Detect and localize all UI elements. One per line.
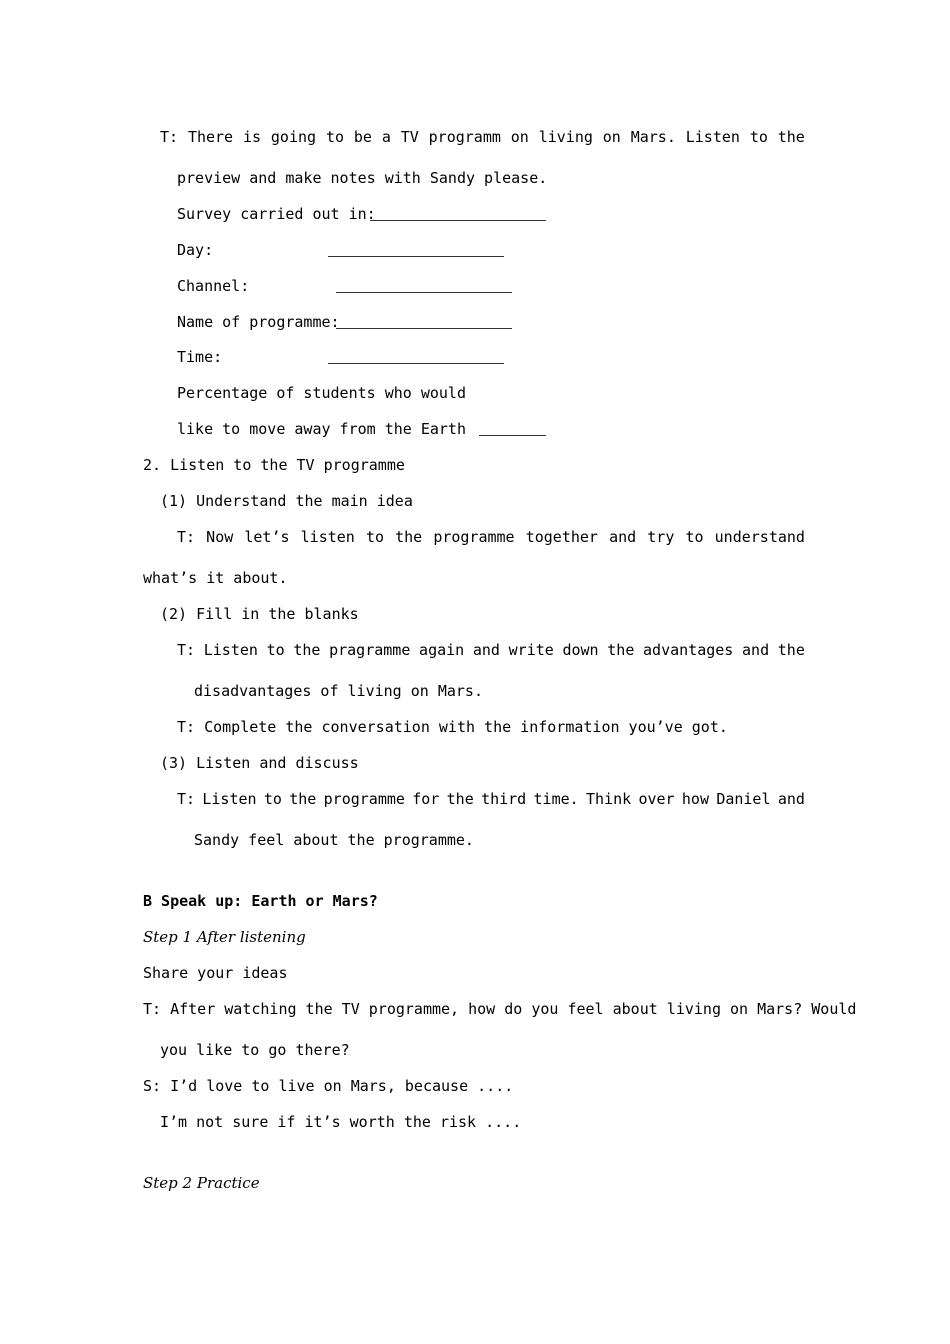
intro-line-1 [160,127,805,147]
section-b-heading: B Speak up: Earth or Mars? [143,892,378,910]
intro-line-2: preview and make notes with Sandy please. [177,169,548,187]
word: the [777,128,805,146]
sub-3-teacher-line-1 [177,789,805,809]
word: listen [300,528,355,546]
word: programme [323,790,405,808]
programme-name-label: Name of programme: [177,313,340,331]
sub-2-teacher-line-3: T: Complete the conversation with the information you’ve got. [177,718,728,736]
word: to [263,790,282,808]
word: to [365,528,384,546]
word: down [562,641,599,659]
word: over [638,790,675,808]
section-b-teacher-line-2: you like to go there? [160,1041,350,1059]
word: Daniel [716,790,771,808]
word: third [481,790,527,808]
step-2-heading: Step 2 Practice [143,1174,260,1192]
student-line-2: I’m not sure if it’s worth the risk .... [160,1113,522,1131]
sub-3-heading: (3) Listen and discuss [160,754,359,772]
word: to [685,528,704,546]
word: T: [177,790,196,808]
word: Listen [203,641,258,659]
section-b-teacher-line-1: T: After watching the TV programme, how do you feel about living on Mars? Would [143,1000,857,1018]
word: together [525,528,598,546]
word: T: [177,641,196,659]
percentage-label-1: Percentage of students who would [177,384,466,402]
word: is [242,128,262,146]
word: Listen [202,790,257,808]
word: write [508,641,554,659]
word: the [293,641,321,659]
word: Now [206,528,234,546]
channel-blank [336,292,512,293]
sub-2-teacher-line-2: disadvantages of living on Mars. [194,682,483,700]
sub-1-teacher-line-2: what’s it about. [143,569,288,587]
word: understand [714,528,805,546]
survey-label: Survey carried out in: [177,205,376,223]
sub-1-heading: (1) Understand the main idea [160,492,413,510]
day-blank [328,256,504,257]
word: to [325,128,344,146]
word: going [270,128,317,146]
word: and [472,641,500,659]
word: the [289,790,317,808]
word: on [510,128,529,146]
word: T: [160,128,179,146]
word: be [353,128,372,146]
step-1-heading: Step 1 After listening [143,928,306,946]
time-blank [328,363,504,364]
sub-3-teacher-line-2: Sandy feel about the programme. [194,831,474,849]
word: to [266,641,285,659]
sub-1-teacher-line-1 [177,527,805,547]
word: T: [177,528,196,546]
student-line-1: S: I’d love to live on Mars, because .... [143,1077,514,1095]
word: a [381,128,391,146]
programme-name-blank [336,328,512,329]
word: programme [433,528,515,546]
word: again [419,641,465,659]
word: Think [586,790,632,808]
word: time. [533,790,579,808]
word: programm [428,128,501,146]
word: advantages [643,641,734,659]
percentage-label-2: like to move away from the Earth [177,420,466,438]
time-label: Time: [177,348,223,366]
day-label: Day: [177,241,214,259]
word: the [777,641,805,659]
word: and [777,790,805,808]
section-2-heading: 2. Listen to the TV programme [143,456,405,474]
word: and [742,641,770,659]
word: how [681,790,709,808]
survey-blank [370,220,546,221]
word: for [412,790,440,808]
percentage-blank [479,435,546,436]
word: There [187,128,234,146]
channel-label: Channel: [177,277,250,295]
word: and [609,528,637,546]
word: the [395,528,423,546]
word: pragramme [329,641,411,659]
word: to [749,128,768,146]
word: the [607,641,635,659]
word: the [446,790,474,808]
sub-2-heading: (2) Fill in the blanks [160,605,359,623]
word: Mars. [630,128,676,146]
word: let’s [244,528,290,546]
word: Listen [685,128,740,146]
word: try [647,528,675,546]
sub-2-teacher-line-1 [177,640,805,660]
share-ideas: Share your ideas [143,964,288,982]
word: on [602,128,621,146]
word: TV [400,128,419,146]
word: living [538,128,593,146]
